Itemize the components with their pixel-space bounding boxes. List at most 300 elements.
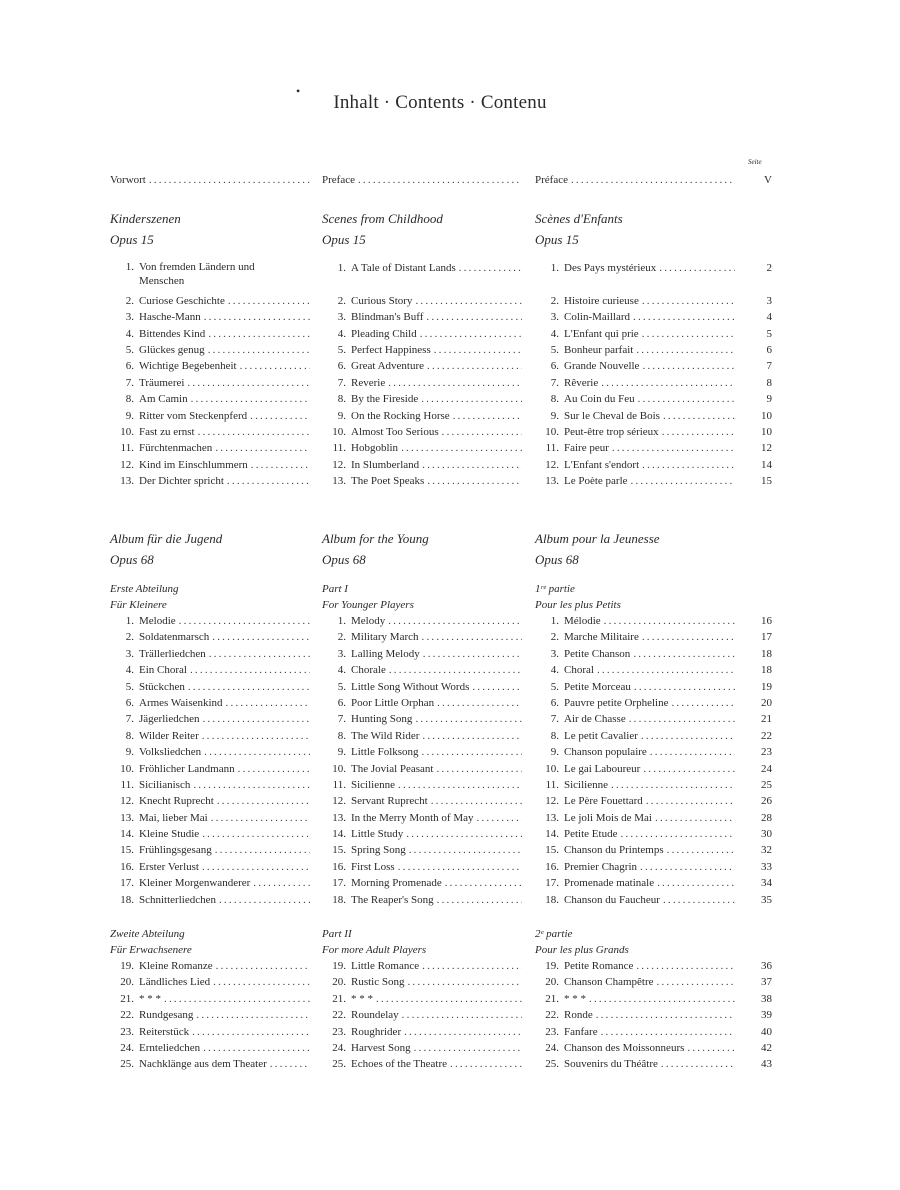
toc-entry	[110, 358, 310, 374]
dot-leader	[639, 326, 735, 342]
entry-title: Chanson des Moissonneurs	[564, 1041, 685, 1054]
toc-entry	[535, 991, 735, 1007]
entry-number: 10.	[120, 762, 134, 775]
entry-title: Colin-Maillard	[564, 311, 630, 324]
dot-leader	[419, 744, 522, 760]
entry-title: Spring Song	[351, 844, 406, 857]
part-subtitle: Für Kleinere	[110, 599, 167, 611]
page-number: 39	[761, 1009, 772, 1022]
page-number: 36	[761, 960, 772, 972]
page-number: 4	[766, 311, 772, 324]
dot-leader	[474, 810, 522, 826]
dot-leader	[399, 1007, 522, 1023]
toc-entry	[322, 309, 522, 325]
toc-entry	[535, 342, 735, 358]
entry-title: Air de Chasse	[564, 713, 626, 726]
entry-title: Kind im Einschlummern	[139, 458, 248, 471]
dot-leader	[647, 744, 735, 760]
entry-title: L'Enfant s'endort	[564, 458, 640, 471]
op68-heading-en	[322, 528, 522, 570]
dot-mark: •	[296, 84, 301, 98]
section-heading: Scènes d'Enfants	[535, 211, 623, 226]
page-number: 10	[761, 425, 772, 438]
toc-entry	[322, 793, 522, 809]
toc-entry	[535, 761, 735, 777]
page-number: 25	[761, 778, 772, 791]
toc-entry	[535, 457, 735, 473]
toc-entry	[110, 892, 310, 908]
entry-title: Great Adventure	[351, 360, 424, 373]
entry-number: 25.	[545, 1058, 559, 1071]
toc-entry	[322, 892, 522, 908]
entry-number: 8.	[125, 729, 134, 742]
entry-title: Wilder Reiter	[139, 729, 199, 742]
dot-leader	[188, 391, 310, 407]
toc-entry	[322, 358, 522, 374]
page-number: 18	[761, 647, 772, 660]
entry-title: Morning Promenade	[351, 877, 442, 890]
entry-title: Faire peur	[564, 442, 609, 455]
page-number: 43	[761, 1058, 772, 1071]
entry-number: 13.	[545, 811, 559, 824]
entry-number: 6.	[337, 360, 346, 373]
entry-title: Hobgoblin	[351, 442, 399, 455]
opus-label: Opus 15	[110, 232, 154, 247]
toc-entry	[322, 1056, 522, 1072]
entry-title: Kleine Romanze	[139, 960, 213, 972]
toc-entry	[110, 629, 310, 645]
dot-leader	[433, 761, 522, 777]
entry-number: 6.	[125, 360, 134, 373]
entry-number: 10.	[545, 762, 559, 775]
entry-title: Armes Waisenkind	[139, 696, 223, 709]
toc-entry	[322, 473, 522, 489]
page-number: 18	[761, 664, 772, 677]
entry-title: Sicilienne	[351, 778, 395, 791]
page-number: 35	[761, 893, 772, 906]
toc-entry	[110, 711, 310, 727]
entry-number: 15.	[332, 844, 346, 857]
toc-entry	[535, 424, 735, 440]
entry-title: * * *	[564, 992, 586, 1005]
entry-title: Petite Romance	[564, 960, 634, 972]
dot-leader	[187, 662, 310, 678]
entry-number: 2.	[337, 294, 346, 307]
part-label: 2ᵉ partie	[535, 928, 573, 940]
part2-subhead-fr	[535, 926, 735, 958]
entry-number: 7.	[337, 376, 346, 389]
toc-entry	[322, 326, 522, 342]
dot-leader	[654, 974, 735, 990]
section-heading: Album für die Jugend	[110, 531, 223, 546]
entry-title: Der Dichter spricht	[139, 475, 224, 488]
toc-entry	[322, 777, 522, 793]
toc-entry	[535, 744, 735, 760]
page-number: 3	[766, 294, 772, 307]
toc-entry	[110, 646, 310, 662]
entry-title: The Reaper's Song	[351, 893, 434, 906]
toc-entry	[110, 695, 310, 711]
entry-title: Trällerliedchen	[139, 647, 206, 660]
dot-leader	[658, 1056, 735, 1072]
entry-title: Soldatenmarsch	[139, 631, 210, 644]
entry-title: Grande Nouvelle	[564, 360, 640, 373]
page-number: 30	[761, 828, 772, 841]
part-label: 1ʳᵉ partie	[535, 583, 575, 595]
entry-number: 25.	[120, 1058, 134, 1071]
toc-entry	[322, 728, 522, 744]
dot-leader	[201, 309, 310, 325]
entry-title: Pauvre petite Orpheline	[564, 696, 669, 709]
entry-number: 24.	[545, 1041, 559, 1054]
dot-leader	[633, 958, 735, 974]
dot-leader	[199, 826, 310, 842]
entry-title: Ronde	[564, 1009, 593, 1022]
entry-number: 12.	[332, 795, 346, 808]
entry-number: 10.	[120, 425, 134, 438]
entry-number: 11.	[545, 442, 559, 455]
op15-list-fr	[535, 260, 735, 489]
dot-leader	[190, 777, 310, 793]
toc-entry	[535, 711, 735, 727]
toc-entry	[322, 826, 522, 842]
entry-title: Petite Chanson	[564, 647, 631, 660]
dot-leader	[213, 958, 310, 974]
toc-entry	[535, 260, 735, 293]
entry-title: Le petit Cavalier	[564, 729, 638, 742]
entry-title: Jägerliedchen	[139, 713, 200, 726]
entry-number: 5.	[337, 680, 346, 693]
dot-leader	[419, 728, 522, 744]
entry-number: 12.	[332, 458, 346, 471]
entry-number: 4.	[337, 664, 346, 677]
part-label: Part I	[322, 583, 348, 595]
entry-title: * * *	[351, 992, 373, 1005]
dot-leader	[214, 793, 310, 809]
entry-title: Peut-être trop sérieux	[564, 425, 659, 438]
dot-leader	[201, 744, 310, 760]
toc-entry	[322, 842, 522, 858]
toc-entry	[322, 629, 522, 645]
entry-number: 14.	[332, 828, 346, 841]
entry-title: Blindman's Buff	[351, 311, 424, 324]
toc-entry	[322, 875, 522, 891]
dot-leader	[439, 424, 522, 440]
entry-number: 15.	[545, 844, 559, 857]
toc-entry	[322, 662, 522, 678]
dot-leader	[637, 859, 735, 875]
dot-leader	[224, 473, 310, 489]
page-number: 38	[761, 992, 772, 1005]
entry-title: Hunting Song	[351, 713, 413, 726]
toc-entry	[535, 391, 735, 407]
entry-title: On the Rocking Horse	[351, 409, 450, 422]
entry-title: By the Fireside	[351, 393, 419, 406]
toc-entry	[110, 679, 310, 695]
entry-number: 9.	[337, 409, 346, 422]
toc-entry	[110, 744, 310, 760]
toc-entry	[322, 695, 522, 711]
dot-leader	[247, 408, 310, 424]
entry-title: Wichtige Begebenheit	[139, 360, 237, 373]
toc-entry	[110, 974, 310, 990]
entry-number: 16.	[545, 860, 559, 873]
dot-leader	[420, 646, 522, 662]
entry-number: 20.	[332, 976, 346, 989]
page-title: Inhalt · Contents · Contenu	[333, 92, 547, 113]
toc-entry	[535, 875, 735, 891]
toc-entry	[110, 326, 310, 342]
entry-title: Little Romance	[351, 960, 420, 972]
entry-title: The Poet Speaks	[351, 475, 425, 488]
entry-title: Nachklänge aus dem Theater	[139, 1058, 267, 1071]
entry-number: 13.	[545, 475, 559, 488]
entry-number: 18.	[120, 893, 134, 906]
entry-title: Poor Little Orphan	[351, 696, 435, 709]
toc-entry	[110, 842, 310, 858]
entry-title: Servant Ruprecht	[351, 795, 428, 808]
part1-subhead-fr	[535, 581, 735, 613]
dot-leader	[395, 859, 522, 875]
toc-entry	[110, 375, 310, 391]
toc-entry	[110, 826, 310, 842]
preface-title-en: Preface	[322, 174, 355, 186]
entry-number: 4.	[337, 327, 346, 340]
part-label: Erste Abteilung	[110, 583, 179, 595]
entry-title: Petite Morceau	[564, 680, 631, 693]
toc-entry	[110, 875, 310, 891]
toc-entry	[535, 679, 735, 695]
entry-title: Le gai Laboureur	[564, 762, 641, 775]
entry-title: In the Merry Month of May	[351, 811, 474, 824]
part1-pages	[746, 613, 772, 908]
dot-leader	[594, 662, 735, 678]
toc-entry	[110, 958, 310, 974]
dot-leader	[434, 695, 522, 711]
entry-number: 1.	[550, 262, 559, 274]
dot-leader	[237, 358, 310, 374]
dot-leader	[586, 991, 735, 1007]
entry-title: Sur le Cheval de Bois	[564, 409, 660, 422]
entry-number: 5.	[337, 343, 346, 356]
entry-title: Des Pays mystérieux	[564, 262, 657, 274]
dot-leader	[199, 711, 310, 727]
part1-list-fr	[535, 613, 735, 908]
toc-entry	[110, 777, 310, 793]
entry-number: 17.	[120, 877, 134, 890]
dot-leader	[639, 358, 735, 374]
opus-label: Opus 15	[322, 232, 366, 247]
entry-number: 4.	[125, 327, 134, 340]
page-number: 21	[761, 713, 772, 726]
part2-list-fr	[535, 958, 735, 1073]
entry-number: 3.	[125, 311, 134, 324]
dot-leader	[469, 679, 522, 695]
dot-leader	[411, 1040, 522, 1056]
dot-leader	[385, 613, 522, 629]
toc-entry	[535, 1007, 735, 1023]
entry-number: 9.	[550, 409, 559, 422]
part-subtitle: For Younger Players	[322, 599, 414, 611]
entry-title: Chorale	[351, 664, 386, 677]
dot-leader	[209, 629, 310, 645]
entry-number: 24.	[332, 1041, 346, 1054]
entry-number: 14.	[120, 828, 134, 841]
entry-title: Petite Etude	[564, 828, 618, 841]
entry-number: 1.	[337, 615, 346, 627]
dot-leader	[419, 457, 522, 473]
toc-entry	[535, 375, 735, 391]
toc-entry	[110, 1024, 310, 1040]
entry-title: Premier Chagrin	[564, 860, 638, 873]
entry-number: 23.	[120, 1025, 134, 1038]
entry-title: In Slumberland	[351, 458, 420, 471]
section-heading: Scenes from Childhood	[322, 211, 443, 226]
part-label: Zweite Abteilung	[110, 928, 185, 940]
entry-number: 6.	[125, 696, 134, 709]
entry-title: * * *	[139, 992, 161, 1005]
entry-title: Hasche-Mann	[139, 311, 201, 324]
entry-number: 7.	[125, 713, 134, 726]
page-number: 40	[761, 1025, 772, 1038]
dot-leader	[412, 293, 522, 309]
entry-number: 2.	[125, 294, 134, 307]
toc-entry	[322, 1007, 522, 1023]
entry-title: Frühlingsgesang	[139, 844, 212, 857]
toc-entry	[110, 810, 310, 826]
dot-leader	[593, 1007, 735, 1023]
entry-number: 1.	[125, 615, 134, 627]
opus-label: Opus 15	[535, 232, 579, 247]
page-number: 22	[761, 729, 772, 742]
entry-title: Chanson populaire	[564, 746, 647, 759]
toc-entry	[535, 892, 735, 908]
entry-number: 12.	[545, 458, 559, 471]
entry-number: 16.	[332, 860, 346, 873]
op15-heading-de	[110, 208, 310, 250]
section-heading: Album for the Young	[322, 531, 429, 546]
dot-leader	[184, 375, 310, 391]
page-number: 37	[761, 976, 772, 989]
toc-entry	[110, 728, 310, 744]
dot-leader	[684, 1040, 735, 1056]
op15-list-de	[110, 260, 310, 489]
toc-entry	[110, 260, 310, 293]
toc-entry	[322, 744, 522, 760]
entry-number: 11.	[332, 442, 346, 455]
dot-leader	[424, 358, 522, 374]
page-number: 28	[761, 811, 772, 824]
entry-number: 13.	[120, 475, 134, 488]
toc-entry	[535, 728, 735, 744]
preface-fr	[535, 172, 735, 188]
dot-leader	[652, 810, 735, 826]
toc-entry	[322, 761, 522, 777]
op15-list-en	[322, 260, 522, 489]
toc-entry	[110, 424, 310, 440]
toc-entry	[535, 473, 735, 489]
part-subtitle: For more Adult Players	[322, 944, 427, 956]
entry-title: Fast zu ernst	[139, 425, 195, 438]
entry-title: Mélodie	[564, 615, 601, 627]
toc-entry	[110, 613, 310, 629]
toc-entry	[535, 440, 735, 456]
entry-title: Bonheur parfait	[564, 343, 634, 356]
dot-leader	[659, 424, 735, 440]
dot-leader	[598, 375, 735, 391]
entry-number: 5.	[125, 343, 134, 356]
entry-title: Little Folksong	[351, 746, 419, 759]
entry-number: 5.	[550, 680, 559, 693]
dot-leader	[419, 629, 522, 645]
entry-number: 5.	[550, 343, 559, 356]
entry-number: 22.	[120, 1009, 134, 1022]
dot-leader	[643, 793, 735, 809]
dot-leader	[223, 695, 310, 711]
page-number: 42	[761, 1041, 772, 1054]
dot-leader	[395, 777, 522, 793]
entry-number: 9.	[125, 409, 134, 422]
toc-entry	[535, 777, 735, 793]
dot-leader	[424, 473, 522, 489]
dot-leader	[199, 859, 310, 875]
entry-title: Perfect Happiness	[351, 343, 431, 356]
page-number: 23	[761, 746, 772, 759]
page-number: 2	[766, 262, 772, 274]
entry-title: Träumerei	[139, 376, 185, 389]
dot-leader	[660, 408, 735, 424]
dot-leader	[412, 711, 522, 727]
toc-entry	[322, 260, 522, 293]
dot-leader	[633, 342, 735, 358]
entry-title: Fanfare	[564, 1025, 598, 1038]
entry-number: 13.	[120, 811, 134, 824]
dot-leader	[434, 892, 522, 908]
toc-entry	[535, 793, 735, 809]
entry-number: 15.	[120, 844, 134, 857]
entry-number: 11.	[120, 778, 134, 791]
dot-leader	[626, 711, 735, 727]
dot-leader	[193, 1007, 310, 1023]
entry-number: 19.	[332, 960, 346, 972]
toc-entry	[535, 1040, 735, 1056]
dot-leader	[628, 473, 735, 489]
page-number: 33	[761, 860, 772, 873]
entry-title: Military March	[351, 631, 419, 644]
dot-leader	[418, 391, 522, 407]
entry-title: Volksliedchen	[139, 746, 202, 759]
dot-leader	[609, 440, 735, 456]
entry-number: 4.	[550, 327, 559, 340]
entry-number: 20.	[120, 976, 134, 989]
dot-leader	[639, 629, 735, 645]
part-subtitle: Pour les plus Grands	[535, 944, 629, 956]
entry-number: 24.	[120, 1041, 134, 1054]
entry-title: Histoire curieuse	[564, 294, 639, 307]
dot-leader	[185, 679, 310, 695]
dot-leader	[195, 424, 310, 440]
toc-entry	[322, 646, 522, 662]
dot-leader	[225, 293, 310, 309]
dot-leader	[630, 646, 735, 662]
part1-subhead-de	[110, 581, 310, 613]
toc-entry	[322, 613, 522, 629]
dot-leader	[640, 761, 735, 777]
toc-entry	[322, 958, 522, 974]
toc-entry	[322, 375, 522, 391]
part1-subhead-en	[322, 581, 522, 613]
toc-entry	[535, 695, 735, 711]
